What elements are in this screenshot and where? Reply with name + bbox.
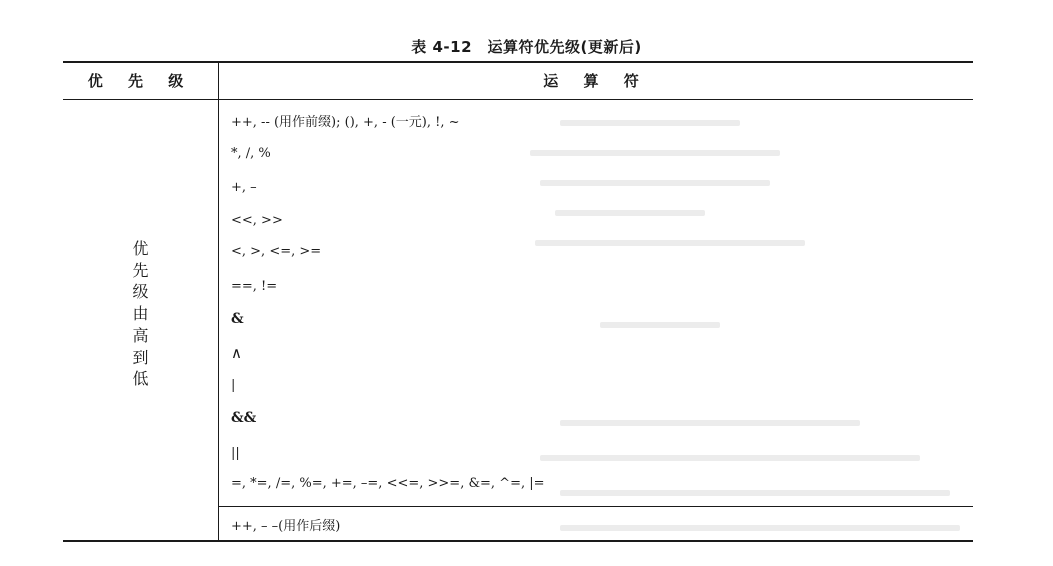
table-bottom-rule <box>63 540 973 542</box>
table-caption: 表 4-12 运算符优先级(更新后) <box>411 38 642 56</box>
operator-row: =, *=, /=, %=, +=, –=, <<=, >>=, &=, ^=, |= <box>231 476 545 491</box>
operator-row: *, /, % <box>231 146 271 161</box>
side-char: 级 <box>132 282 149 302</box>
operator-row: <, >, <=, >= <box>231 244 322 259</box>
table-top-rule <box>63 61 973 63</box>
side-char: 低 <box>132 369 149 389</box>
operator-row: || <box>231 446 240 461</box>
operator-row: ++, – –(用作后缀) <box>231 519 341 534</box>
side-char: 先 <box>132 260 149 280</box>
operator-row: | <box>231 378 236 393</box>
operator-row: ==, != <box>231 279 278 294</box>
header-priority: 优 先 级 <box>87 72 194 90</box>
priority-direction-label <box>63 238 218 390</box>
operator-row: +, – <box>231 180 257 195</box>
header-rule <box>63 99 973 100</box>
side-char: 由 <box>132 304 149 324</box>
operator-row: & <box>231 311 244 327</box>
operator-row: ++, -- (用作前缀); (), +, - (一元), !, ~ <box>231 115 460 130</box>
column-divider <box>218 62 219 541</box>
side-char: 高 <box>132 325 149 345</box>
operator-row: <<, >> <box>231 213 283 228</box>
header-operators: 运 算 符 <box>543 72 649 90</box>
last-row-rule <box>218 506 973 507</box>
side-char: 到 <box>132 347 149 367</box>
operator-row: && <box>231 410 257 426</box>
operator-row: ∧ <box>231 344 242 362</box>
side-char: 优 <box>132 239 149 258</box>
